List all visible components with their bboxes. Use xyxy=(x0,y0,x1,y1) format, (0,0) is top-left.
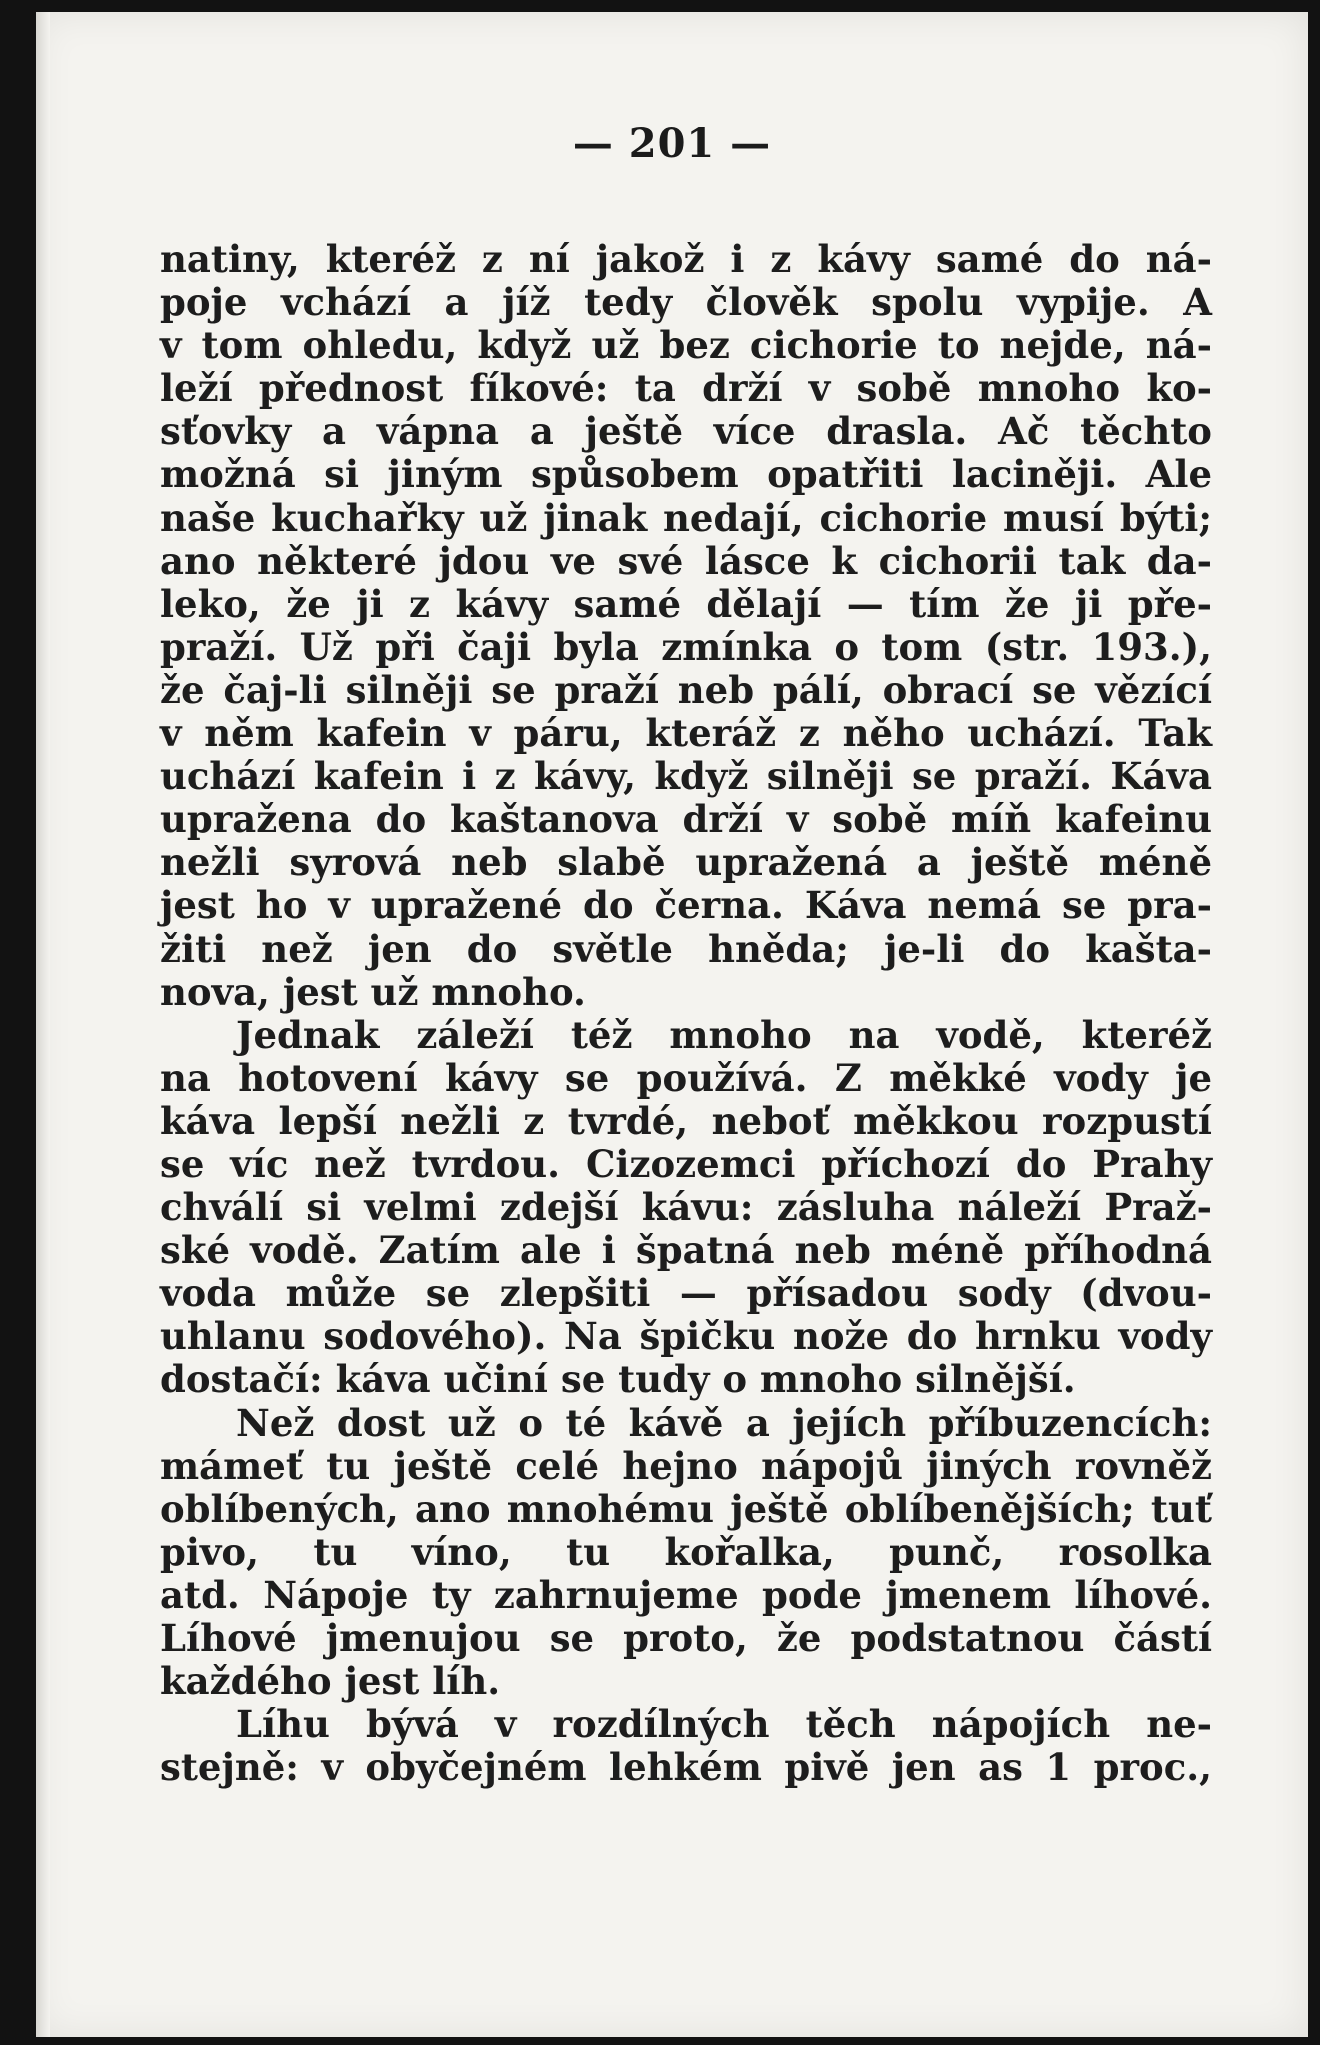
text-line: že čaj-li silněji se praží neb pálí, obrací se vězící xyxy=(160,667,1212,712)
text-line: stejně: v obyčejném lehkém pivě jen as 1 proc., xyxy=(160,1745,1212,1790)
body-text xyxy=(160,238,1212,1789)
text-line: praží. Už při čaji byla zmínka o tom (str. 193.), xyxy=(160,624,1212,669)
text-line: atd. Nápoje ty zahrnujeme pode jmenem líhové. xyxy=(160,1572,1212,1617)
text-line: natiny, kteréž z ní jakož i z kávy samé do ná- xyxy=(160,237,1212,281)
text-line: možná si jiným spůsobem opatřiti laciněji. Ale xyxy=(160,452,1212,497)
text-line: Líhové jmenujou se proto, že podstatnou částí xyxy=(160,1616,1212,1660)
text-line: uhlanu sodového). Na špičku nože do hrnku vody xyxy=(160,1314,1212,1359)
text-line: mámeť tu ještě celé hejno nápojů jiných rovněž xyxy=(160,1443,1212,1488)
text-line: ano některé jdou ve své lásce k cichorii tak da- xyxy=(160,538,1212,583)
text-line: nežli syrová neb slabě upražená a ještě méně xyxy=(160,840,1212,885)
text-line: sťovky a vápna a ještě více drasla. Ač těchto xyxy=(160,409,1212,454)
text-line: voda může se zlepšiti — přísadou sody (dvou- xyxy=(160,1271,1212,1316)
text-line: naše kuchařky už jinak nedají, cichorie musí býti; xyxy=(160,495,1212,540)
text-line: uchází kafein i z kávy, když silněji se praží. Káva xyxy=(160,754,1212,799)
text-line: nova, jest už mnoho. xyxy=(160,969,586,1014)
text-line: upražena do kaštanova drží v sobě míň kafeinu xyxy=(160,797,1212,842)
text-line: Jednak záleží též mnoho na vodě, kteréž xyxy=(236,1012,1212,1057)
text-line: leží přednost fíkové: ta drží v sobě mnoho ko- xyxy=(160,366,1212,411)
text-line: žiti než jen do světle hněda; je-li do kašta- xyxy=(160,926,1212,971)
text-line: Líhu bývá v rozdílných těch nápojích ne- xyxy=(236,1702,1212,1747)
text-line: ské vodě. Zatím ale i špatná neb méně příhodná xyxy=(160,1228,1212,1273)
text-line: chválí si velmi zdejší kávu: zásluha náleží Praž- xyxy=(160,1185,1212,1230)
text-line: se víc než tvrdou. Cizozemci příchozí do Prahy xyxy=(160,1141,1212,1186)
text-line: každého jest líh. xyxy=(160,1659,501,1704)
text-line: dostačí: káva učiní se tudy o mnoho silnější. xyxy=(160,1357,1076,1402)
book-page xyxy=(36,12,1308,2037)
text-line: v něm kafein v páru, kteráž z něho uchází. Tak xyxy=(160,711,1212,756)
text-line: leko, že ji z kávy samé dělají — tím že ji pře- xyxy=(160,581,1212,626)
text-line: na hotovení kávy se používá. Z měkké vody je xyxy=(160,1055,1212,1100)
text-line: káva lepší nežli z tvrdé, neboť měkkou rozpustí xyxy=(160,1098,1212,1143)
text-line: pivo, tu víno, tu kořalka, punč, rosolka xyxy=(160,1529,1212,1574)
text-line: oblíbených, ano mnohému ještě oblíbenějších; tuť xyxy=(160,1486,1212,1531)
text-line: jest ho v upražené do černa. Káva nemá se pra- xyxy=(160,883,1212,928)
text-line: v tom ohledu, když už bez cichorie to nejde, ná- xyxy=(160,323,1212,368)
page-edge xyxy=(36,12,50,2037)
text-line: poje vchází a jíž tedy člověk spolu vypije. A xyxy=(160,280,1212,325)
page-number: — 201 — xyxy=(572,120,772,167)
text-line: Než dost už o té kávě a jejích příbuzencích: xyxy=(236,1400,1212,1445)
